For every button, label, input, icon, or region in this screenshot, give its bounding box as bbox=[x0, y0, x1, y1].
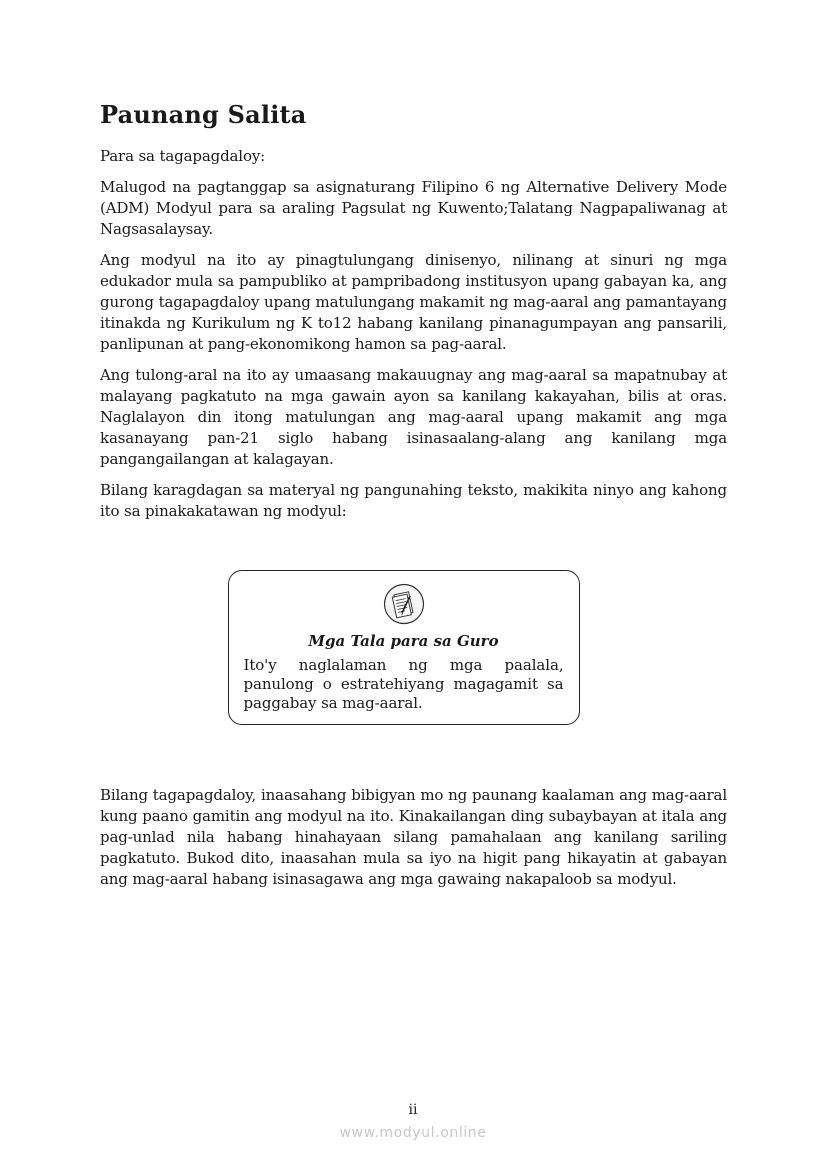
paragraph-additional-material: Bilang karagdagan sa materyal ng pangunahing teksto, makikita ninyo ang kahong ito sa pinakakatawan ng modyul: bbox=[100, 481, 727, 520]
paragraph-learning-aid: Ang tulong-aral na ito ay umaasang makauugnay ang mag-aaral sa mapatnubay at malayang pagkatuto na mga gawain ayon sa kanilang kakayahan, bilis at oras. Naglalayon din itong matulungan ang mag-aaral upang makamit ang mga kasanayang pan-21 siglo habang isinasaalang-alang ang kanilang mga pangangailangan at kalagayan. bbox=[100, 366, 727, 468]
paragraph-closing: Bilang tagapagdaloy, inaasahang bibigyan mo ng paunang kaalaman ang mag-aaral kung paano gamitin ang modyul na ito. Kinakailangan ding subaybayan at itala ang pag-unlad nila habang hinahayaan silang pamahalaan ang kanilang sariling pagkatuto. Bukod dito, inaasahan mula sa iyo na higit pang hikayatin at gabayan ang mag-aaral habang isinasagawa ang mga gawaing nakapaloob sa modyul. bbox=[100, 786, 727, 888]
page-number: ii bbox=[408, 1102, 418, 1118]
note-box-container bbox=[100, 570, 727, 725]
note-box-heading: Mga Tala para sa Guro bbox=[308, 632, 499, 650]
document-page bbox=[100, 98, 727, 900]
teacher-notes-box bbox=[228, 570, 580, 725]
page-title: Paunang Salita bbox=[100, 100, 307, 129]
salutation: Para sa tagapagdaloy: bbox=[100, 147, 266, 165]
watermark-text: www.modyul.online bbox=[339, 1125, 487, 1141]
note-box-body: Ito'y naglalaman ng mga paalala, panulong o estratehiyang magagamit sa paggabay sa mag-aaral. bbox=[243, 656, 564, 712]
paragraph-module-design: Ang modyul na ito ay pinagtulungang dinisenyo, nilinang at sinuri ng mga edukador mula sa pampubliko at pampribadong institusyon upang gabayan ka, ang gurong tagapagdaloy upang matulungang makamit ng mag-aaral ang pamantayang itinakda ng Kurikulum ng K to12 habang kanilang pinanagumpayan ang pansarili, panlipunan at pang-ekonomikong hamon sa pag-aaral. bbox=[100, 251, 727, 353]
paragraph-intro: Malugod na pagtanggap sa asignaturang Filipino 6 ng Alternative Delivery Mode (ADM) Modyul para sa araling Pagsulat ng Kuwento;Talatang Nagpapaliwanag at Nagsasalaysay. bbox=[100, 178, 727, 238]
notes-icon bbox=[383, 583, 425, 625]
